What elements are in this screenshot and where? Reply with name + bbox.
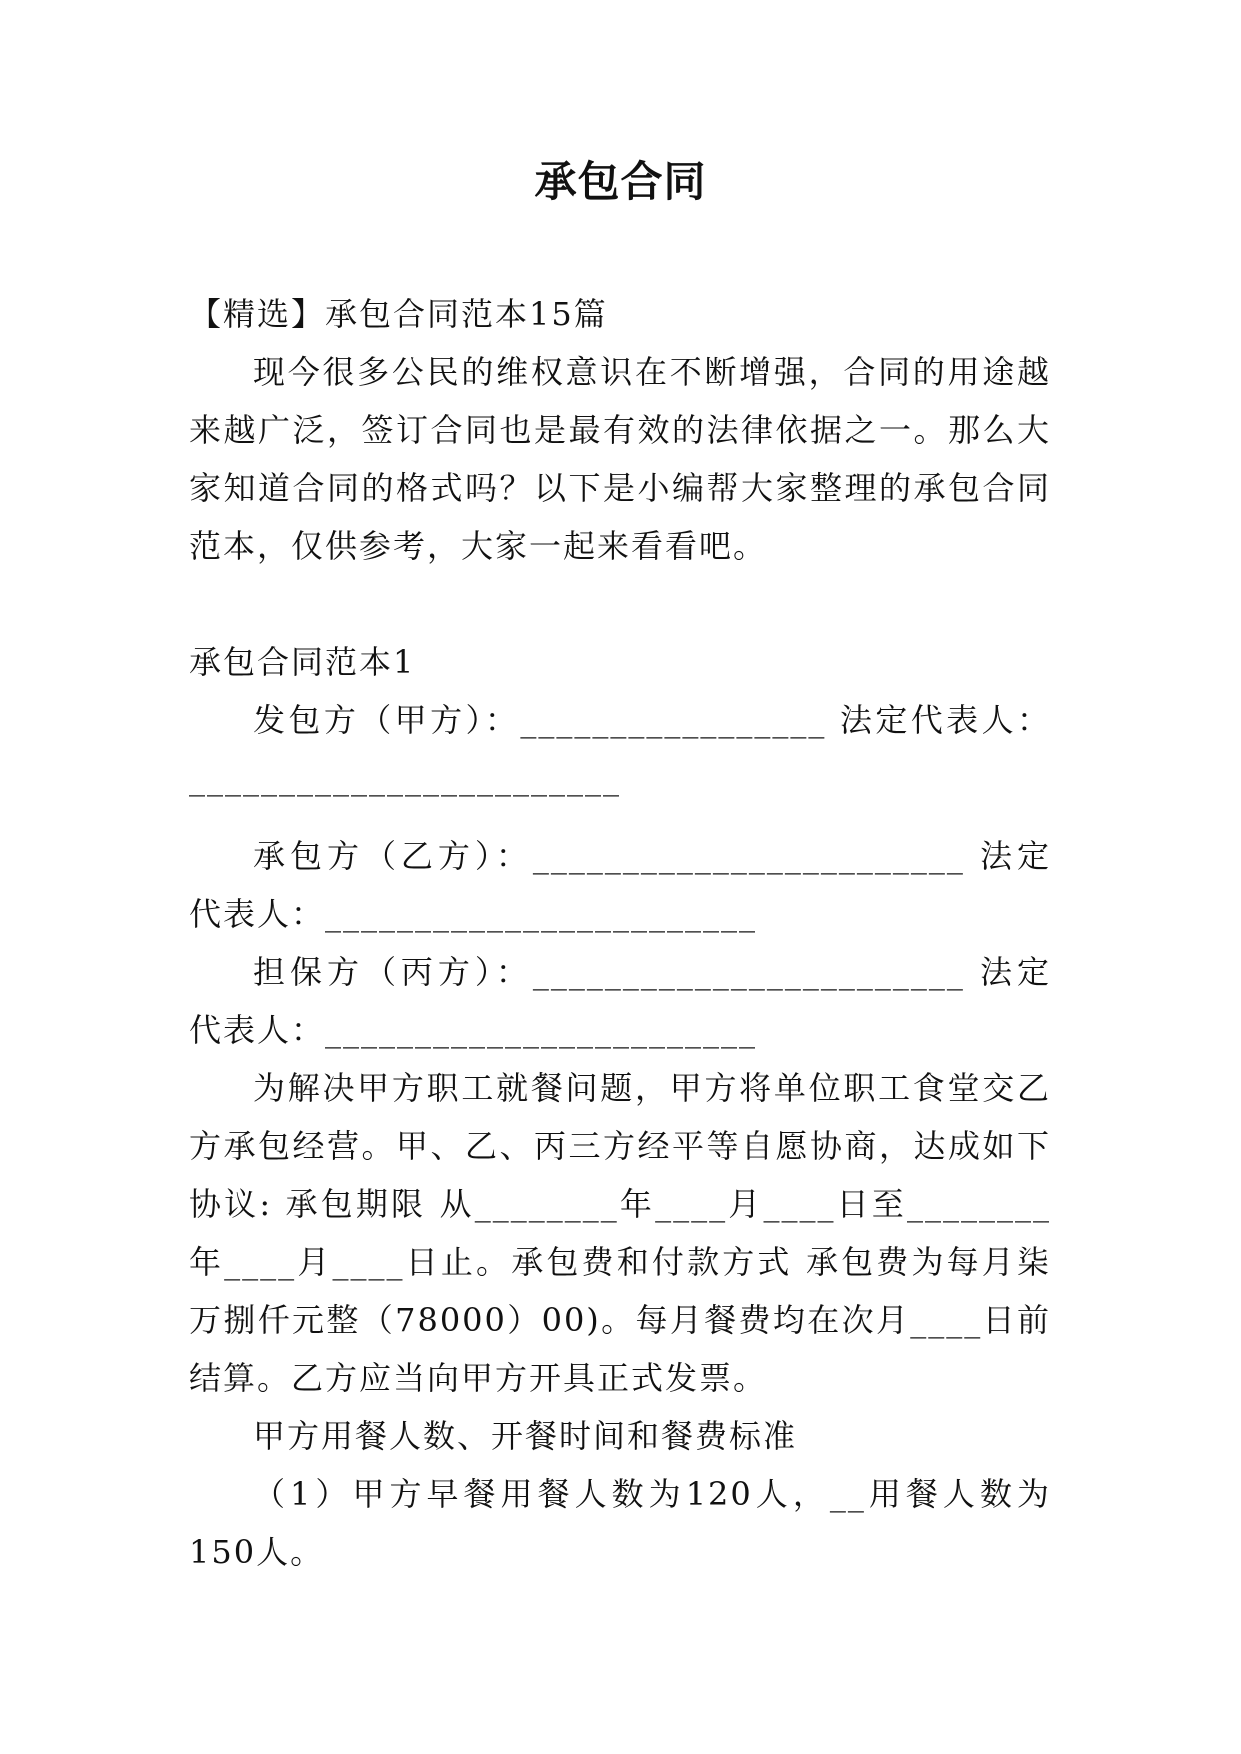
paragraph-spacer: [189, 575, 1051, 633]
document-body: [189, 285, 1051, 1581]
document-title: 承包合同: [534, 157, 707, 206]
party-a-line: 发包方（甲方）：_________________ 法定代表人：________________________: [189, 701, 1051, 797]
party-b-line: 承包方（乙方）：________________________ 法定代表人：________________________: [189, 837, 1051, 933]
purpose-paragraph: 为解决甲方职工就餐问题，甲方将单位职工食堂交乙方承包经营。甲、乙、丙三方经平等自愿协商，达成如下协议: 承包期限 从________年____月____日至________年____月____日止。承包费和付款方式 承包费为每月柒万捌仟元整（78000）00)。每月餐费均在次月____日前结算。乙方应当向甲方开具正式发票。: [189, 1069, 1051, 1397]
section-heading: 承包合同范本1: [189, 643, 416, 681]
paragraph-spacer: [189, 807, 1051, 827]
meal-item-1: （1）甲方早餐用餐人数为120人，__用餐人数为150人。: [189, 1475, 1051, 1571]
meal-heading: 甲方用餐人数、开餐时间和餐费标准: [253, 1417, 798, 1455]
intro-heading: 【精选】承包合同范本15篇: [189, 295, 608, 333]
intro-paragraph: 现今很多公民的维权意识在不断增强，合同的用途越来越广泛，签订合同也是最有效的法律依据之一。那么大家知道合同的格式吗？以下是小编帮大家整理的承包合同范本，仅供参考，大家一起来看看吧。: [189, 353, 1051, 565]
party-c-line: 担保方（丙方）：________________________ 法定代表人：________________________: [189, 953, 1051, 1049]
